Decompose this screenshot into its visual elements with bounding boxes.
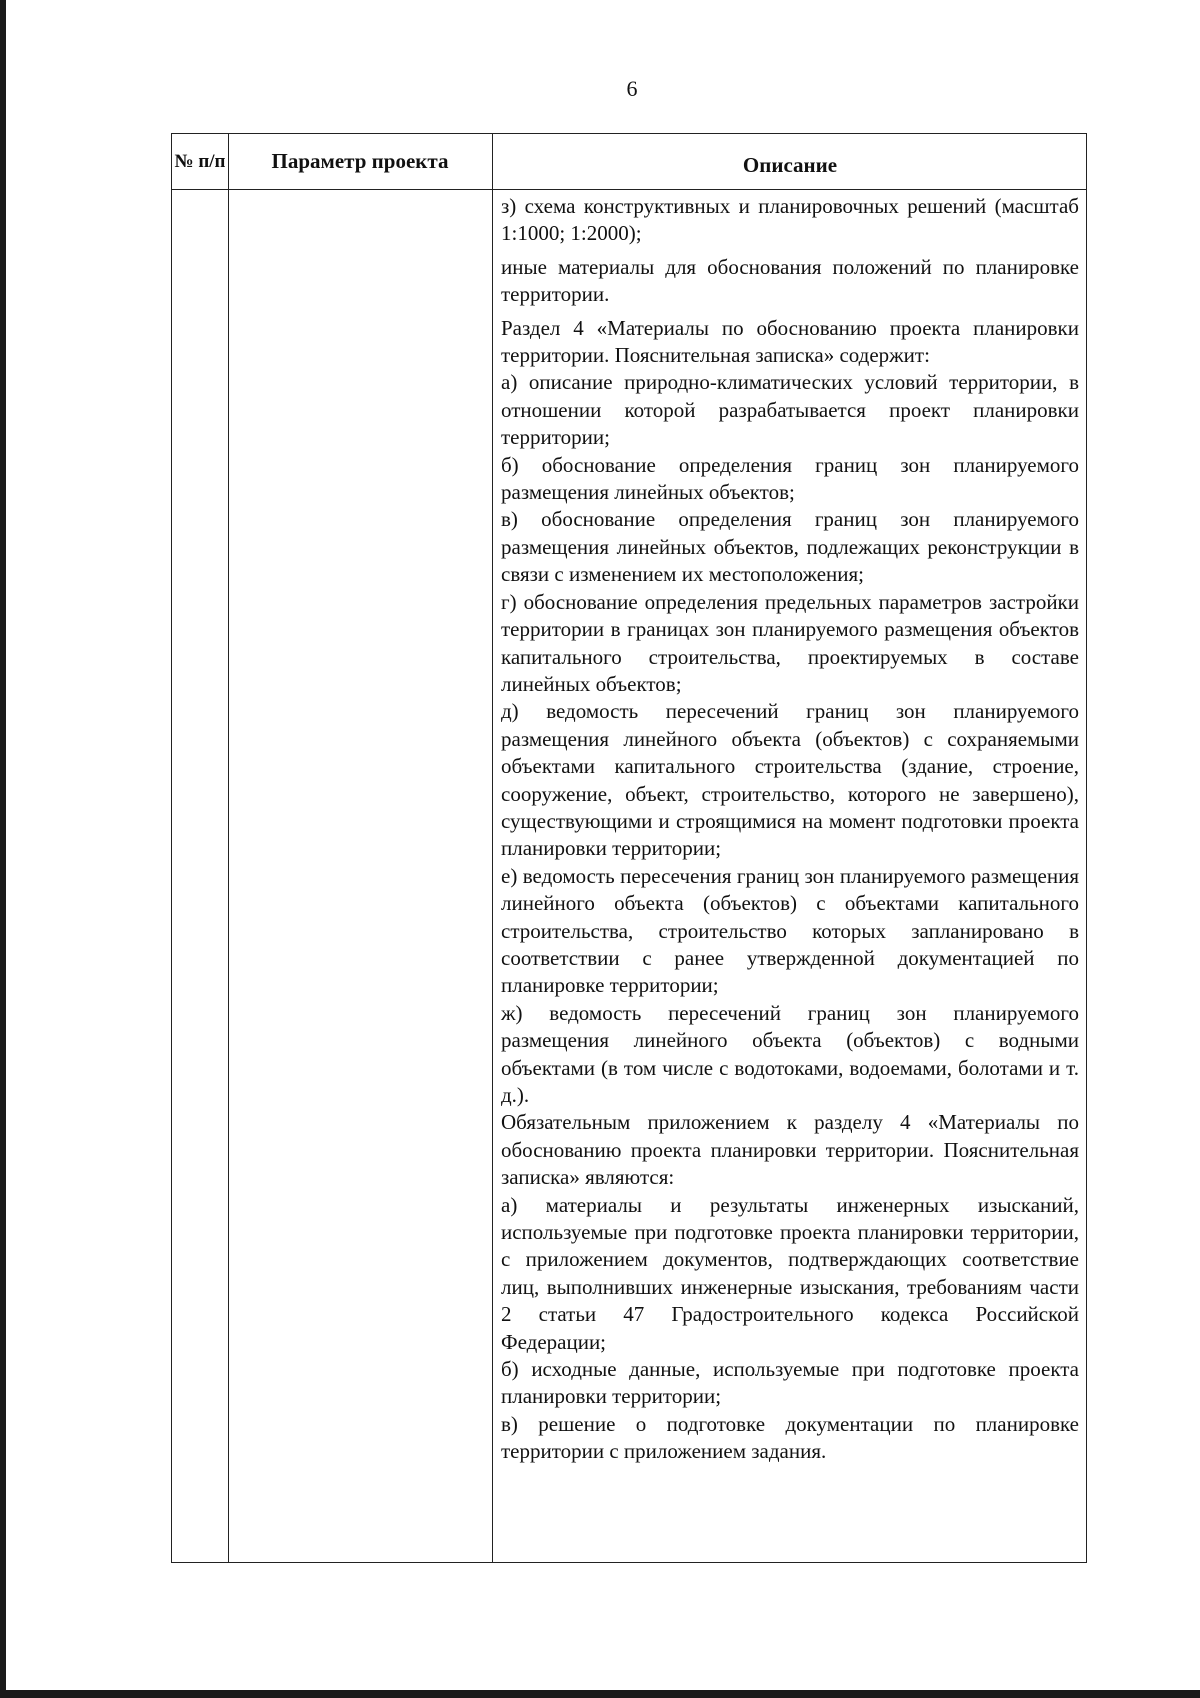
column-divider-num (228, 134, 229, 1562)
column-divider-param (492, 134, 493, 1562)
description-paragraph: а) материалы и результаты инженерных изысканий, используемые при подготовке проекта планировки территории, с приложением документов, подтверждающих соответствие лиц, выполнивших инженерные изыскания, требованиям части 2 статьи 47 Градостроительного кодекса Российской Федерации; (501, 1192, 1079, 1354)
description-paragraph: ж) ведомость пересечений границ зон планируемого размещения линейного объекта (объектов) с водными объектами (в том числе с водотоками, водоемами, болотами и т. д.). (501, 1000, 1079, 1107)
page-number: 6 (626, 76, 638, 101)
document-table (171, 133, 1087, 1563)
description-paragraph: иные материалы для обоснования положений по планировке территории. (501, 254, 1079, 307)
description-cell (501, 193, 1079, 1466)
description-paragraph: з) схема конструктивных и планировочных решений (масштаб 1:1000; 1:2000); (501, 194, 1079, 246)
description-paragraph: в) обоснование определения границ зон планируемого размещения линейных объектов, подлежащих реконструкции в связи с изменением их местоположения; (501, 507, 1079, 587)
description-paragraph: Раздел 4 «Материалы по обоснованию проекта планировки территории. Пояснительная записка» содержит: (501, 315, 1079, 368)
description-paragraph: Обязательным приложением к разделу 4 «Материалы по обоснованию проекта планировки территории. Пояснительная записка» являются: (501, 1110, 1079, 1190)
description-paragraph: е) ведомость пересечения границ зон планируемого размещения линейного объекта (объектов) с объектами капитального строительства, строительство которых запланировано в соответствии с ранее утвержденной документацией по планировке территории; (501, 863, 1079, 998)
description-paragraph: б) исходные данные, используемые при подготовке проекта планировки территории; (501, 1357, 1079, 1409)
description-paragraph: г) обоснование определения предельных параметров застройки территории в границах зон планируемого размещения объектов капитального строительства, проектируемых в составе линейных объектов; (501, 589, 1079, 696)
header-desc: Описание (742, 153, 838, 177)
description-paragraph: б) обоснование определения границ зон планируемого размещения линейных объектов; (501, 452, 1079, 505)
description-paragraph: в) решение о подготовке документации по планировке территории с приложением задания. (501, 1411, 1079, 1464)
scan-edge-left (0, 0, 6, 1698)
description-paragraph: а) описание природно-климатических условий территории, в отношении которой разрабатывается проект планировки территории; (501, 370, 1079, 450)
scan-edge-bottom (0, 1690, 1200, 1698)
header-param: Параметр проекта (271, 149, 449, 173)
header-num: № п/п (174, 151, 226, 172)
description-paragraph: д) ведомость пересечений границ зон планируемого размещения линейного объекта (объектов) с сохраняемыми объектами капитального строительства (здание, строение, сооружение, объект, строительство, которого не завершено), существующими и строящимися на момент подготовки проекта планировки территории; (501, 699, 1079, 861)
